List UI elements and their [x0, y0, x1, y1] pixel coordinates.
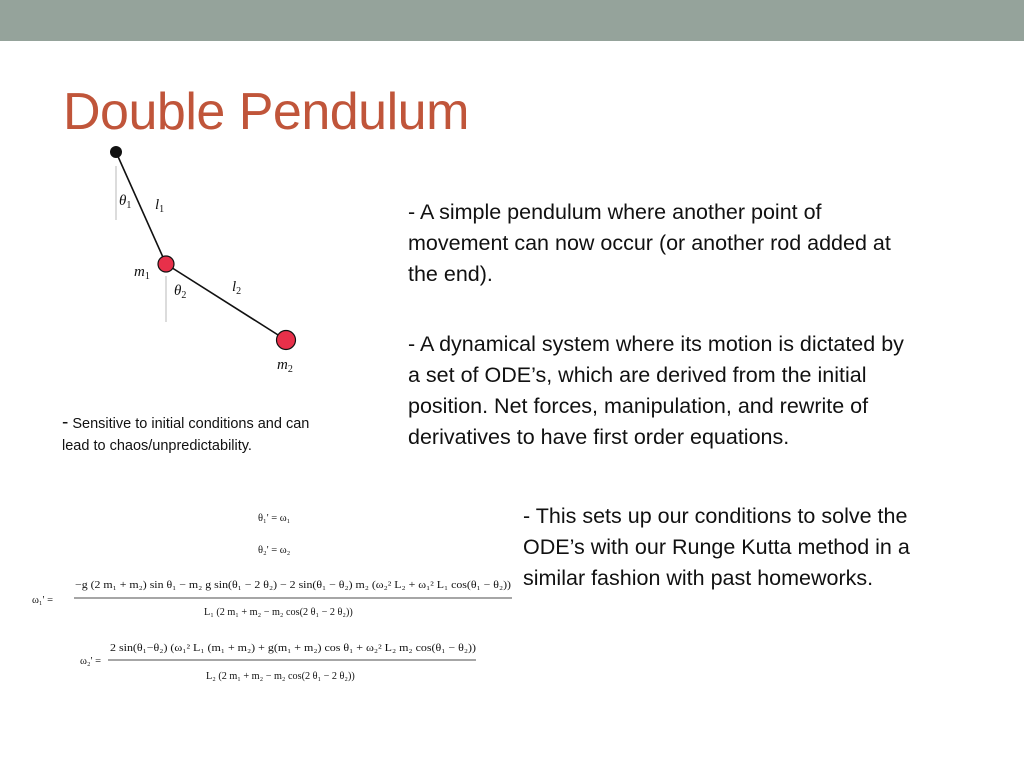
bullet-simple-pendulum: - A simple pendulum where another point of movement can now occur (or another rod added at the end).: [408, 200, 891, 286]
l1-label: $l_1$: [155, 197, 165, 215]
rod-2: [166, 264, 286, 340]
equation-omega1-lhs: ω₁' =: [32, 595, 54, 606]
slide-title: Double Pendulum: [63, 83, 469, 141]
equation-omega2-lhs: ω₂' =: [80, 656, 102, 667]
side-note-text: Sensitive to initial conditions and can lead to chaos/unpredictability.: [62, 416, 310, 454]
m1-label: $m_1$: [134, 264, 150, 282]
equation-theta2: θ₂' = ω₂: [258, 545, 291, 556]
equation-omega1-denominator: L₁ (2 m₁ + m₂ − m₂ cos(2 θ₁ − 2 θ₂)): [204, 607, 353, 618]
pivot-point: [110, 146, 122, 158]
theta1-label: $\theta_1$: [119, 193, 132, 211]
bullet-runge-kutta: - This sets up our conditions to solve the ODE’s with our Runge Kutta method in a similar fashion with past homeworks.: [523, 504, 910, 590]
double-pendulum-diagram: [100, 140, 320, 385]
equations-block: [30, 500, 520, 695]
equation-omega2-denominator: L₂ (2 m₁ + m₂ − m₂ cos(2 θ₁ − 2 θ₂)): [206, 671, 355, 682]
theta2-label: $\theta_2$: [174, 283, 187, 301]
m2-label: $m_2$: [277, 357, 293, 375]
equation-omega1-numerator: −g (2 m₁ + m₂) sin θ₁ − m₂ g sin(θ₁ − 2 θ₂) − 2 sin(θ₁ − θ₂) m₂ (ω₂² L₂ + ω₁² L₁ cos(θ₁ − θ₂)): [75, 580, 511, 591]
side-note: [62, 412, 337, 457]
side-note-dash: -: [62, 412, 69, 433]
top-accent-bar: [0, 0, 1024, 41]
mass-2: [277, 331, 296, 350]
bullet-dynamical-system: - A dynamical system where its motion is dictated by a set of ODE’s, which are derived from the initial position. Net forces, manipulation, and rewrite of derivatives to have first order equations.: [408, 332, 904, 449]
equation-omega2-numerator: 2 sin(θ₁−θ₂) (ω₁² L₁ (m₁ + m₂) + g(m₁ + m₂) cos θ₁ + ω₂² L₂ m₂ cos(θ₁ − θ₂)): [110, 643, 476, 654]
mass-1: [158, 256, 174, 272]
equation-theta1: θ₁' = ω₁: [258, 513, 291, 524]
l2-label: $l_2$: [232, 279, 242, 297]
